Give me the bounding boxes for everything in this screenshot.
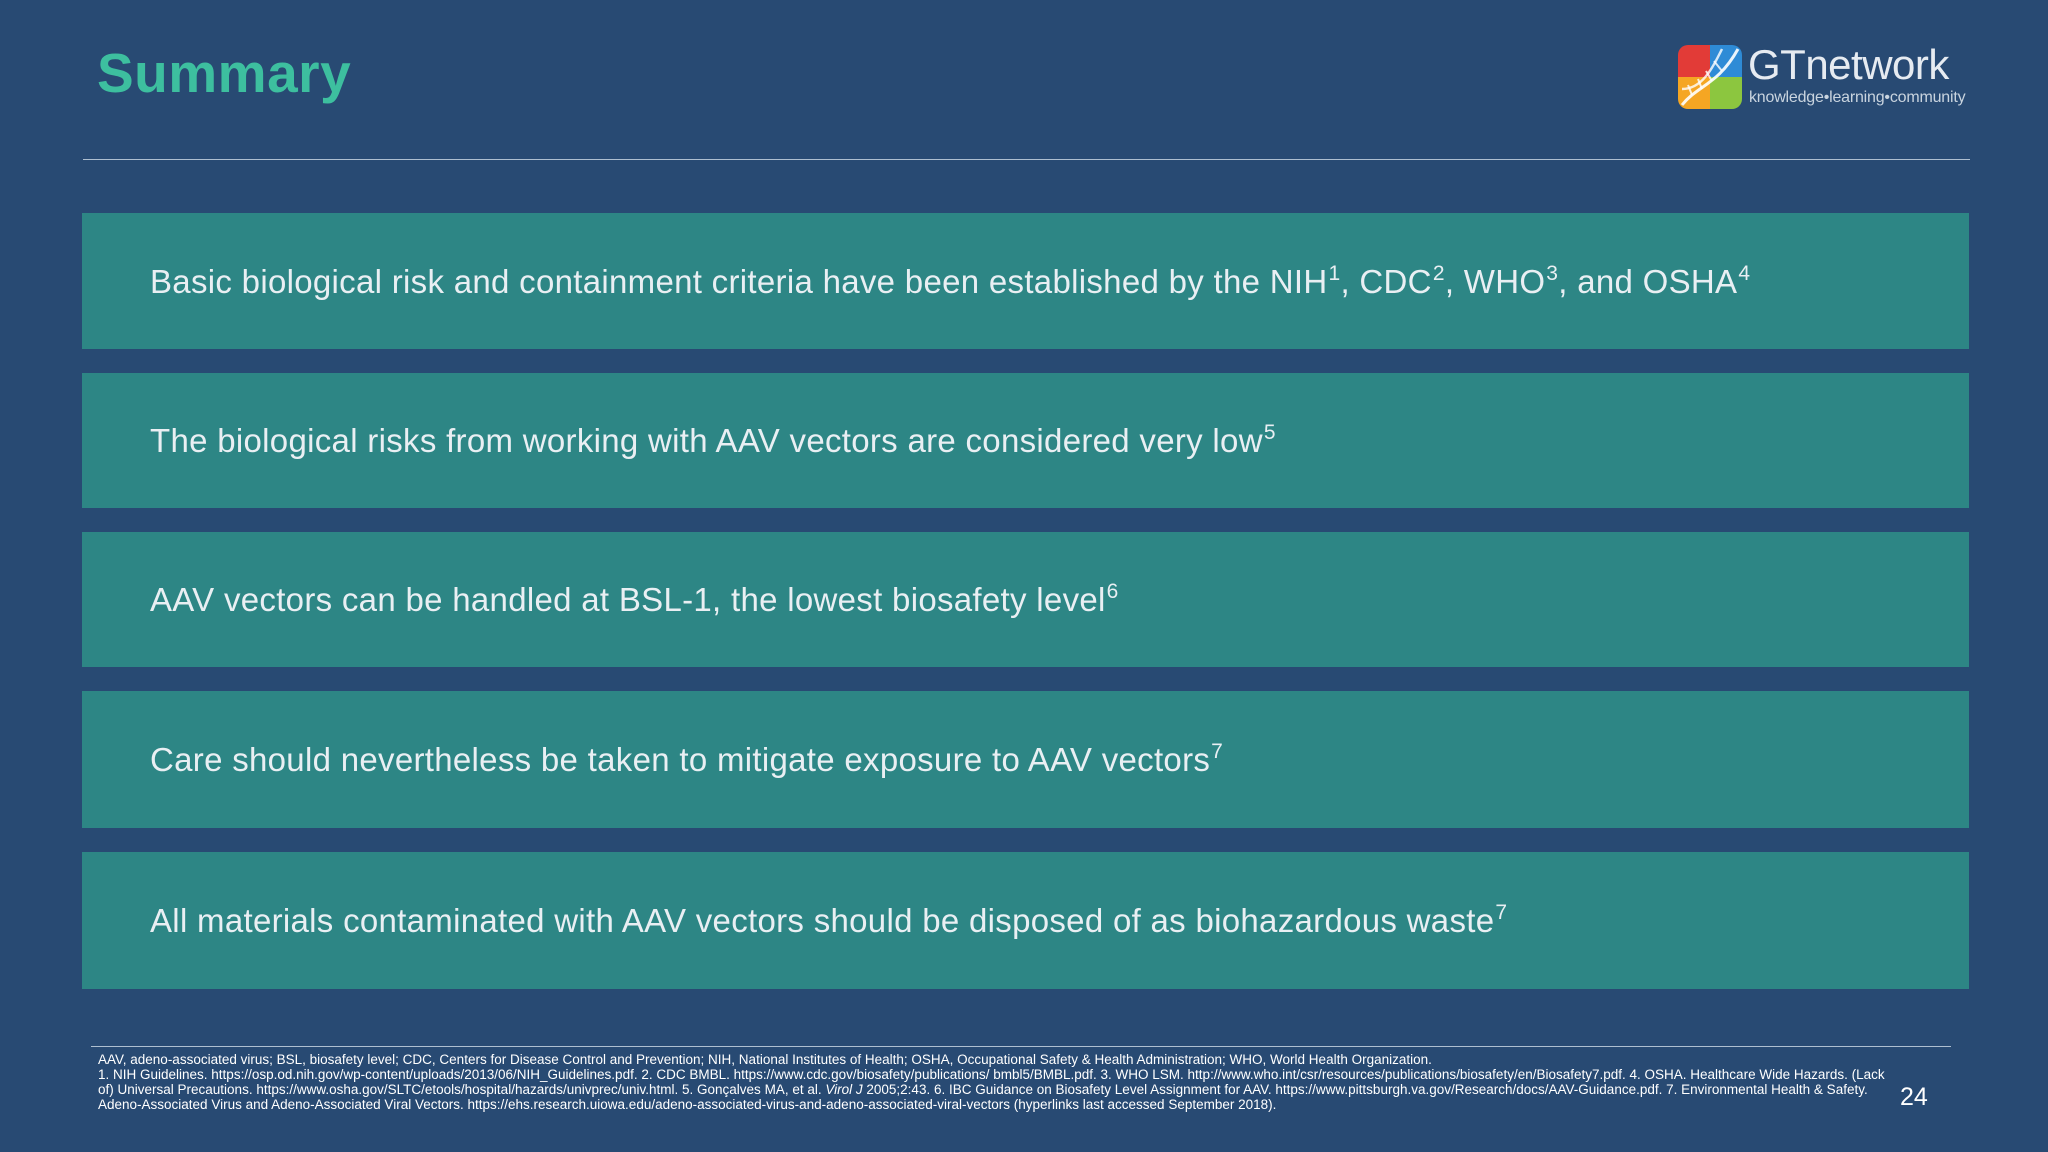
summary-point-text	[150, 261, 1750, 302]
references-note	[98, 1067, 1898, 1112]
summary-point-text	[150, 739, 1223, 780]
reference-marker: 3	[1546, 261, 1559, 285]
reference-marker: 6	[1106, 580, 1119, 603]
summary-point-text	[150, 900, 1507, 941]
footnotes	[98, 1052, 1898, 1112]
footnote-divider	[91, 1046, 1951, 1047]
slide-title: Summary	[97, 42, 352, 104]
point-text: , CDC	[1340, 262, 1432, 300]
summary-point-text	[150, 420, 1276, 461]
point-text: , and OSHA	[1558, 262, 1738, 300]
reference-marker: 5	[1263, 421, 1276, 444]
summary-point-1	[82, 213, 1969, 349]
point-text: All materials contaminated with AAV vectors should be disposed of as biohazardous waste	[150, 902, 1495, 939]
header-divider	[83, 159, 1970, 160]
logo-tagline: knowledge•learning•community	[1749, 89, 1966, 106]
reference-marker: 2	[1432, 261, 1445, 285]
point-text: , WHO	[1444, 262, 1546, 300]
reference-marker: 4	[1738, 261, 1751, 285]
journal-name: Virol J	[825, 1082, 863, 1097]
references-text: 1. NIH Guidelines. https://osp.od.nih.gov/wp-content/uploads/2013/06/NIH_Guidelines.pdf. 2. CDC BMBL. https://www.cdc.gov/biosafety/publications/ bmbl5/BMBL.pdf. 3. WHO LSM. http://www.who.int/csr/resources/publications/biosafety/en/Biosafety7.pdf. 4. OSHA. Healthcare Wide Hazards. (Lack of) Universal Precautions. https://www.osha.gov/SLTC/etools/hospital/hazards/univprec/univ.html. 5. Gonçalves MA, et al.	[98, 1067, 1885, 1097]
summary-point-4	[82, 691, 1969, 828]
summary-point-5	[82, 852, 1969, 989]
reference-marker: 7	[1495, 901, 1508, 924]
dna-helix-icon	[1678, 45, 1742, 109]
reference-marker: 7	[1211, 740, 1224, 763]
logo-wordmark-network: network	[1805, 41, 1949, 88]
page-number: 24	[1900, 1083, 1928, 1111]
reference-marker: 1	[1328, 261, 1341, 285]
summary-point-2	[82, 373, 1969, 508]
references-text: 2005;2:43. 6. IBC Guidance on Biosafety Level Assignment for AAV. https://www.pittsburgh.va.gov/Research/docs/AAV-Guidance.pdf. 7. Environmental Health & Safety. Adeno-Associated Virus and Adeno-Associated Viral Vectors. https://ehs.research.uiowa.edu/adeno-associated-virus-and-adeno-associated-viral-vectors (hyperlinks last accessed September 2018).	[98, 1082, 1868, 1112]
point-text: The biological risks from working with AAV vectors are considered very low	[150, 422, 1263, 459]
point-text: Care should nevertheless be taken to mitigate exposure to AAV vectors	[150, 741, 1211, 778]
logo-wordmark-gt: GT	[1748, 41, 1806, 88]
point-text: AAV vectors can be handled at BSL-1, the lowest biosafety level	[150, 581, 1106, 618]
point-text: Basic biological risk and containment criteria have been established by the NIH	[150, 262, 1328, 300]
gtnetwork-logo	[1678, 42, 1968, 112]
logo-wordmark	[1748, 41, 1949, 88]
abbreviations-note: AAV, adeno-associated virus; BSL, biosafety level; CDC, Centers for Disease Control and Prevention; NIH, National Institutes of Health; OSHA, Occupational Safety & Health Administration; WHO, World Health Organization.	[98, 1052, 1432, 1067]
summary-point-3	[82, 532, 1969, 667]
summary-point-text	[150, 579, 1119, 620]
